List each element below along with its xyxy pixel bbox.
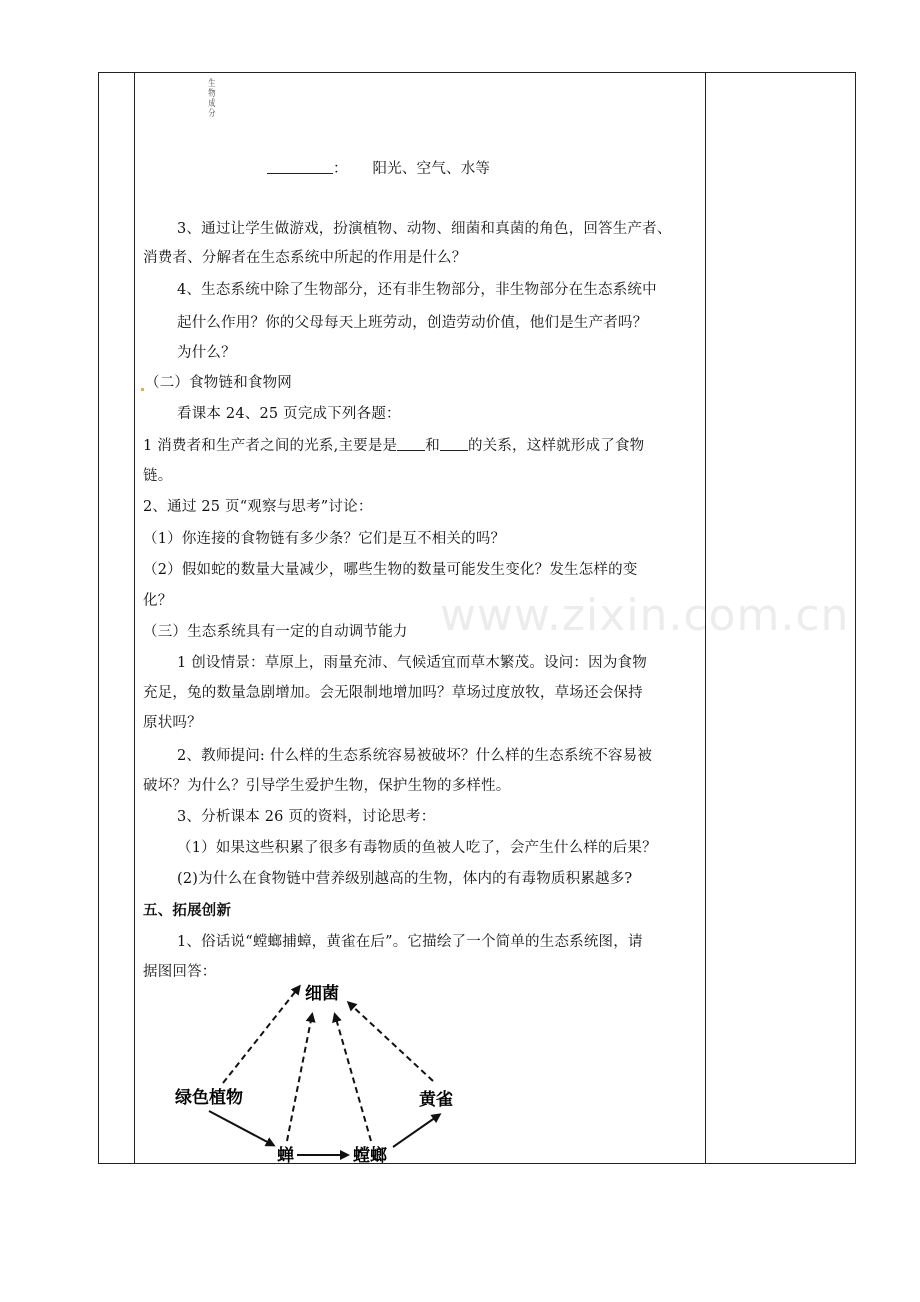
table-col-divider-right xyxy=(705,73,706,1163)
para-3-line-2: 消费者、分解者在生态系统中所起的作用是什么？ xyxy=(143,250,467,266)
section-3-heading: （三）生态系统具有一定的自动调节能力 xyxy=(143,624,408,640)
question-1-line-2: 链。 xyxy=(143,468,173,484)
mantis-to-bird-arrow xyxy=(393,1115,439,1147)
bacteria-label: 细菌 xyxy=(305,984,339,1004)
section-3-item-3-2: (2)为什么在食物链中营养级别越高的生物，体内的有毒物质积累越多? xyxy=(177,871,633,887)
question-1: 1 消费者和生产者之间的光系,主要是是 和 的关系，这样就形成了食物 xyxy=(143,438,645,454)
answer-blank xyxy=(440,436,468,451)
section-3-item-2-line-1: 2、教师提问: 什么样的生态系统容易被破坏？什么样的生态系统不容易被 xyxy=(177,748,653,764)
section-3-item-1-line-2: 充足，兔的数量急剧增加。会无限制地增加吗？草场过度放牧，草场还会保持 xyxy=(143,685,643,701)
plant-to-cicada-arrow xyxy=(209,1111,273,1145)
section-5-item-1-line-1: 1、俗话说“螳螂捕蟑，黄雀在后”。它描绘了一个简单的生态系统图，请 xyxy=(177,934,643,950)
section-5-item-1-line-2: 据图回答： xyxy=(143,964,217,980)
bird-to-bacteria-arrow xyxy=(349,1003,433,1081)
para-4-line-2: 起什么作用？你的父母每天上班劳动，创造劳动价值，他们是生产者吗？ xyxy=(177,315,648,331)
lesson-content xyxy=(135,73,705,1163)
plant-to-bacteria-arrow xyxy=(223,987,299,1083)
question-2-2-line-1: （2）假如蛇的数量大量减少，哪些生物的数量可能发生变化？发生怎样的变 xyxy=(143,562,638,578)
section-2-intro: 看课本 24、25 页完成下列各题： xyxy=(177,406,401,422)
para-4-line-1: 4、生态系统中除了生物部分，还有非生物部分，非生物部分在生态系统中 xyxy=(177,282,657,298)
fill-row-text: 阳光、空气、水等 xyxy=(372,161,491,177)
section-3-item-2-line-2: 破坏？为什么？引导学生爱护生物，保护生物的多样性。 xyxy=(143,778,511,794)
section-3-item-3-1: （1）如果这些积累了很多有毒物质的鱼被人吃了，会产生什么样的后果？ xyxy=(177,840,657,856)
answer-blank xyxy=(397,436,425,451)
para-4-line-3: 为什么？ xyxy=(177,345,236,361)
section-3-item-1-line-3: 原状吗？ xyxy=(143,715,202,731)
plant-label: 绿色植物 xyxy=(175,1088,243,1108)
para-3-line-1: 3、通过让学生做游戏，扮演植物、动物、细菌和真菌的角色，回答生产者、 xyxy=(177,221,672,237)
section-5-heading: 五、拓展创新 xyxy=(143,903,232,919)
fill-row: ： 阳光、空气、水等 xyxy=(267,159,490,179)
answer-blank xyxy=(267,159,333,174)
lesson-table xyxy=(98,72,856,1164)
cicada-label: 蝉 xyxy=(277,1146,294,1165)
question-2: 2、通过 25 页“观察与思考”讨论： xyxy=(143,499,373,515)
question-2-1: （1）你连接的食物链有多少条？它们是互不相关的吗？ xyxy=(143,531,506,547)
section-3-item-3: 3、分析课本 26 页的资料，讨论思考： xyxy=(177,809,436,825)
mantis-to-bacteria-arrow xyxy=(335,1015,371,1141)
watermark: www.zixin.com.cn xyxy=(440,590,850,641)
section-2-heading: （二）食物链和食物网 xyxy=(145,375,292,391)
food-web-diagram xyxy=(135,973,705,1165)
section-3-item-1-line-1: 1 创设情景：草原上，雨量充沛、气候适宜而草木繁茂。设问：因为食物 xyxy=(177,655,647,671)
vertical-label: 生物成分 xyxy=(208,79,216,119)
marker-dot xyxy=(141,388,144,391)
cicada-to-bacteria-arrow xyxy=(287,1015,312,1141)
question-2-2-line-2: 化？ xyxy=(143,593,173,609)
bird-label: 黄雀 xyxy=(419,1090,453,1110)
mantis-label: 螳螂 xyxy=(353,1146,387,1165)
